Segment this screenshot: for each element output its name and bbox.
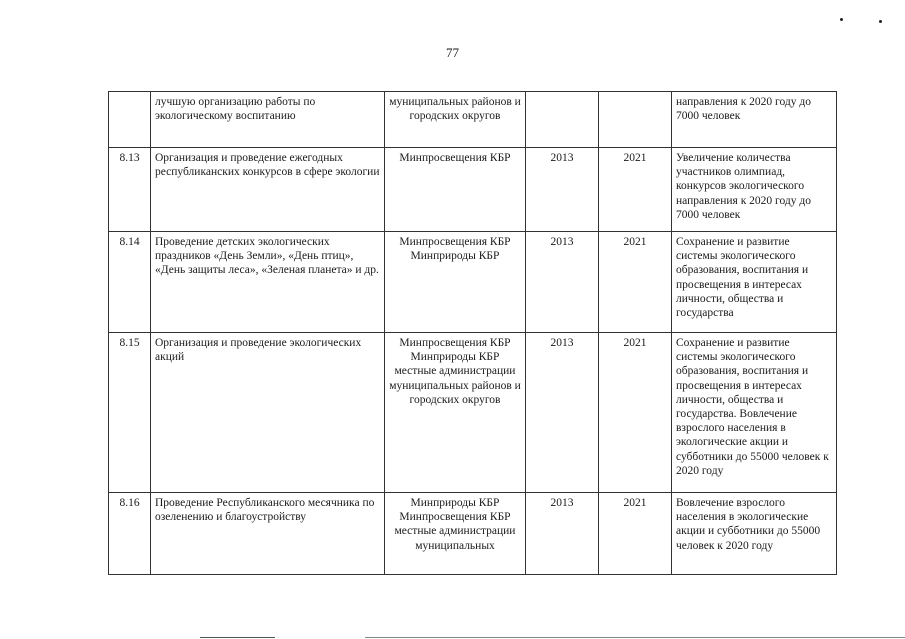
table-row bbox=[109, 333, 837, 493]
table-row bbox=[109, 232, 837, 333]
measures-table bbox=[108, 91, 837, 575]
result-cell: направления к 2020 году до 7000 человек bbox=[672, 92, 837, 148]
end-year-cell: 2021 bbox=[599, 148, 672, 232]
scan-speck bbox=[840, 18, 843, 21]
responsible-cell: Минпросвещения КБР Минприроды КБР bbox=[385, 232, 526, 333]
start-year-cell: 2013 bbox=[526, 493, 599, 575]
activity-cell: Проведение детских экологических праздников «День Земли», «День птиц», «День защиты леса», «Зеленая планета» и др. bbox=[151, 232, 385, 333]
row-number: 8.14 bbox=[109, 232, 151, 333]
row-number bbox=[109, 92, 151, 148]
scan-edge-line bbox=[365, 637, 905, 638]
activity-cell: Проведение Республиканского месячника по озеленению и благоустройству bbox=[151, 493, 385, 575]
result-cell: Сохранение и развитие системы экологического образования, воспитания и просвещения в интересах личности, общества и государства bbox=[672, 232, 837, 333]
result-cell: Сохранение и развитие системы экологического образования, воспитания и просвещения в интересах личности, общества и государства. Вовлечение взрослого населения в экологические акции и субботники до 55000 человек к 2020 году bbox=[672, 333, 837, 493]
table-row bbox=[109, 148, 837, 232]
end-year-cell: 2021 bbox=[599, 333, 672, 493]
table-row bbox=[109, 92, 837, 148]
row-number: 8.15 bbox=[109, 333, 151, 493]
page-number: 77 bbox=[446, 45, 459, 60]
activity-cell: Организация и проведение экологических акций bbox=[151, 333, 385, 493]
activity-cell: Организация и проведение ежегодных республиканских конкурсов в сфере экологии bbox=[151, 148, 385, 232]
start-year-cell bbox=[526, 92, 599, 148]
result-cell: Вовлечение взрослого населения в экологические акции и субботники до 55000 человек к 2020 году bbox=[672, 493, 837, 575]
activity-cell: лучшую организацию работы по экологическому воспитанию bbox=[151, 92, 385, 148]
responsible-cell: Минприроды КБР Минпросвещения КБР местные администрации муниципальных bbox=[385, 493, 526, 575]
start-year-cell: 2013 bbox=[526, 232, 599, 333]
row-number: 8.13 bbox=[109, 148, 151, 232]
scan-speck bbox=[879, 20, 882, 23]
end-year-cell: 2021 bbox=[599, 493, 672, 575]
responsible-cell: Минпросвещения КБР bbox=[385, 148, 526, 232]
table-row bbox=[109, 493, 837, 575]
result-cell: Увеличение количества участников олимпиад, конкурсов экологического направления к 2020 году до 7000 человек bbox=[672, 148, 837, 232]
row-number: 8.16 bbox=[109, 493, 151, 575]
end-year-cell bbox=[599, 92, 672, 148]
scan-edge-line bbox=[200, 637, 275, 638]
responsible-cell: муниципальных районов и городских округов bbox=[385, 92, 526, 148]
end-year-cell: 2021 bbox=[599, 232, 672, 333]
start-year-cell: 2013 bbox=[526, 148, 599, 232]
responsible-cell: Минпросвещения КБР Минприроды КБР местные администрации муниципальных районов и городских округов bbox=[385, 333, 526, 493]
start-year-cell: 2013 bbox=[526, 333, 599, 493]
